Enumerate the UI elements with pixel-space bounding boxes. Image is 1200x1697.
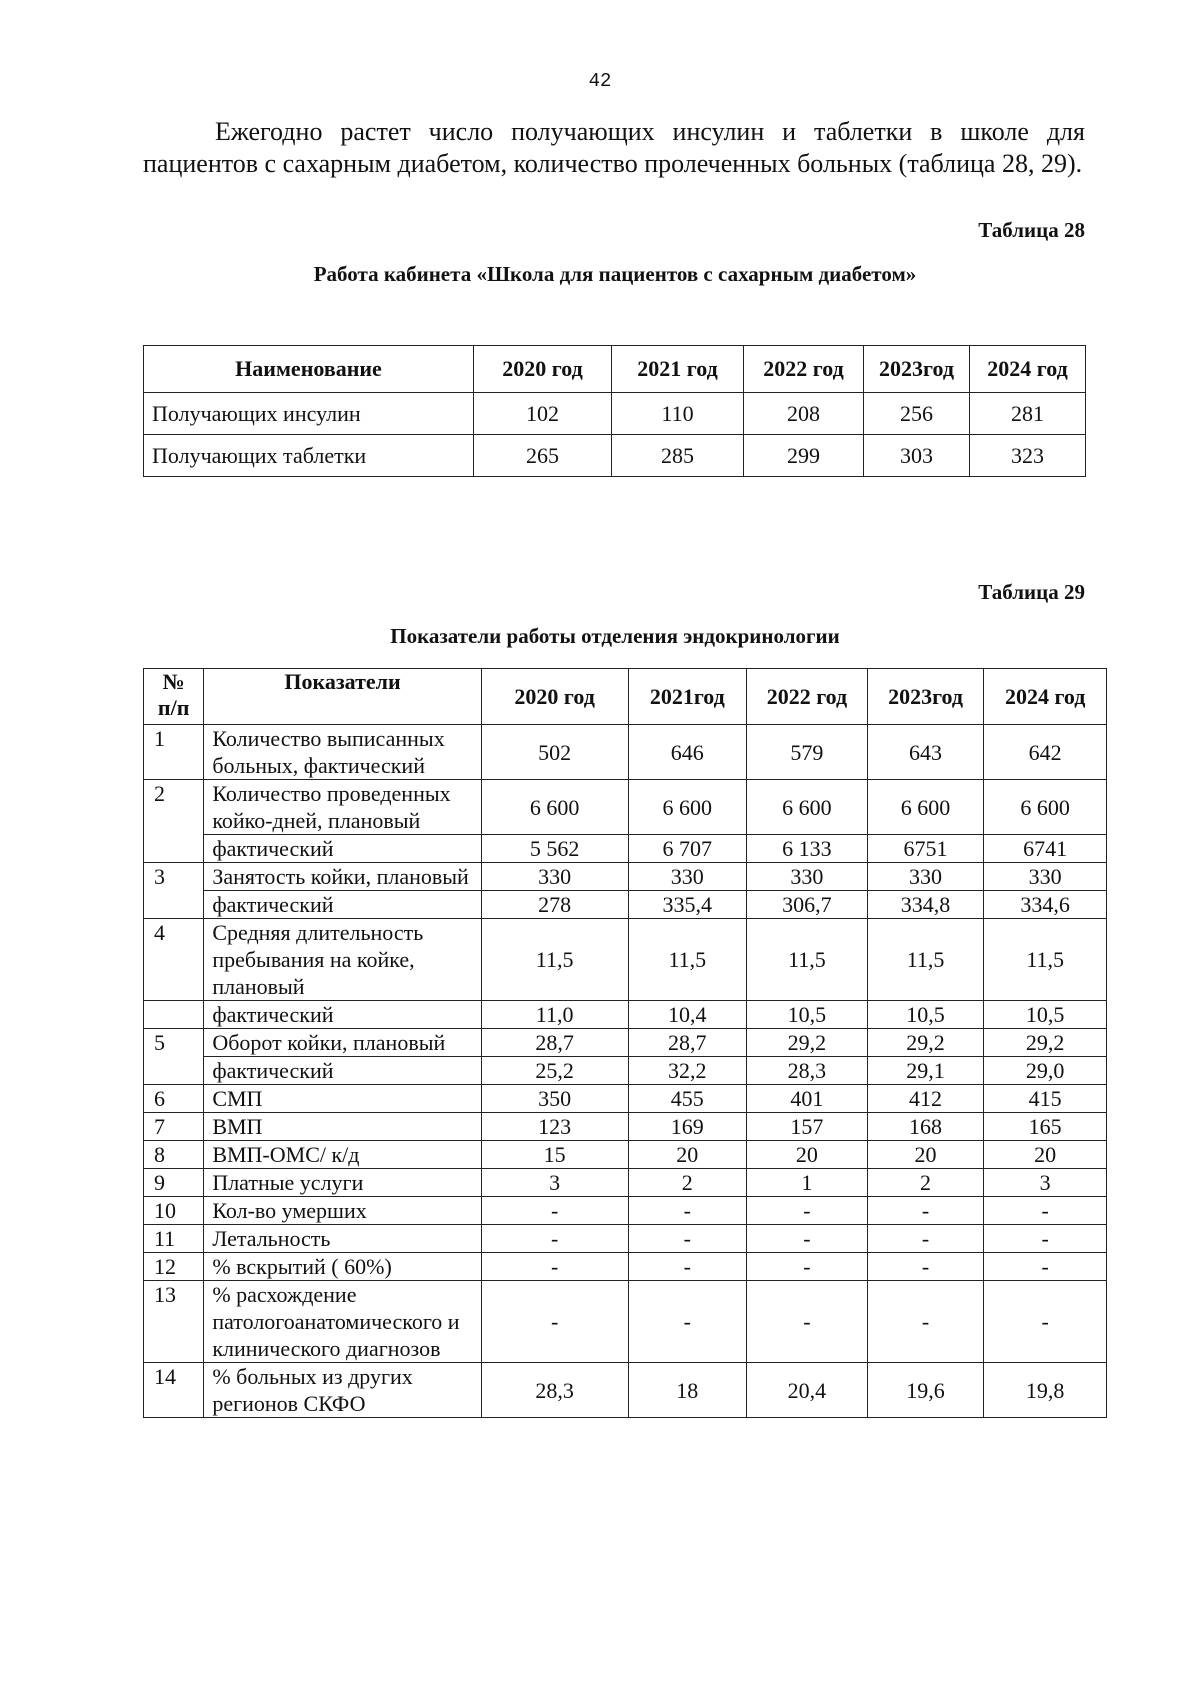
table-row bbox=[144, 863, 1107, 891]
table-29-body bbox=[144, 725, 1107, 1418]
table-29-title: Показатели работы отделения эндокринологии bbox=[390, 624, 840, 648]
table-row bbox=[144, 780, 1107, 835]
value-cell: 157 bbox=[747, 1113, 868, 1141]
value-cell: - bbox=[747, 1281, 868, 1363]
table-29-header-row bbox=[144, 669, 1107, 725]
value-cell: 29,2 bbox=[747, 1029, 868, 1057]
value-cell: - bbox=[867, 1225, 984, 1253]
value-cell: - bbox=[984, 1281, 1107, 1363]
table-cell: 285 bbox=[612, 435, 744, 477]
value-cell: 19,8 bbox=[984, 1363, 1107, 1418]
table-29-header-cell: 2024 год bbox=[984, 669, 1107, 725]
row-number-cell: 2 bbox=[144, 780, 204, 835]
table-row bbox=[144, 891, 1107, 919]
value-cell: 29,2 bbox=[867, 1029, 984, 1057]
row-number-cell: 7 bbox=[144, 1113, 204, 1141]
table-cell: 208 bbox=[744, 393, 864, 435]
value-cell: 330 bbox=[628, 863, 747, 891]
table-row bbox=[144, 1253, 1107, 1281]
value-cell: 20 bbox=[984, 1141, 1107, 1169]
value-cell: 10,5 bbox=[984, 1001, 1107, 1029]
value-cell: - bbox=[867, 1253, 984, 1281]
table-cell: Получающих таблетки bbox=[144, 435, 474, 477]
value-cell: 123 bbox=[481, 1113, 628, 1141]
indicator-name-cell: Оборот койки, плановый bbox=[204, 1029, 481, 1057]
indicator-name-cell: ВМП-ОМС/ к/д bbox=[204, 1141, 481, 1169]
value-cell: 350 bbox=[481, 1085, 628, 1113]
table-29-header-cell: 2023год bbox=[867, 669, 984, 725]
value-cell: 11,5 bbox=[628, 919, 747, 1001]
row-number-cell: 10 bbox=[144, 1197, 204, 1225]
row-number-cell: 6 bbox=[144, 1085, 204, 1113]
value-cell: 18 bbox=[628, 1363, 747, 1418]
table-row bbox=[144, 1197, 1107, 1225]
table-row bbox=[144, 1281, 1107, 1363]
table-cell: 303 bbox=[864, 435, 970, 477]
value-cell: 330 bbox=[867, 863, 984, 891]
row-number-cell bbox=[144, 891, 204, 919]
value-cell: - bbox=[628, 1197, 747, 1225]
table-row bbox=[144, 1029, 1107, 1057]
indicator-name-cell: СМП bbox=[204, 1085, 481, 1113]
table-28-header-row bbox=[144, 346, 1086, 393]
value-cell: 6 600 bbox=[747, 780, 868, 835]
value-cell: 32,2 bbox=[628, 1057, 747, 1085]
table-29-header-cell: № п/п bbox=[144, 669, 204, 725]
value-cell: 646 bbox=[628, 725, 747, 780]
value-cell: 19,6 bbox=[867, 1363, 984, 1418]
table-cell: 299 bbox=[744, 435, 864, 477]
value-cell: 330 bbox=[747, 863, 868, 891]
table-28-header-cell: Наименование bbox=[144, 346, 474, 393]
indicator-name-cell: Количество проведенных койко-дней, плановый bbox=[204, 780, 481, 835]
value-cell: - bbox=[867, 1197, 984, 1225]
value-cell: 502 bbox=[481, 725, 628, 780]
value-cell: 20,4 bbox=[747, 1363, 868, 1418]
value-cell: 29,0 bbox=[984, 1057, 1107, 1085]
value-cell: - bbox=[481, 1253, 628, 1281]
table-row bbox=[144, 1363, 1107, 1418]
table-row bbox=[144, 1169, 1107, 1197]
value-cell: 6 600 bbox=[867, 780, 984, 835]
value-cell: - bbox=[747, 1197, 868, 1225]
value-cell: 643 bbox=[867, 725, 984, 780]
value-cell: 169 bbox=[628, 1113, 747, 1141]
table-29-header-cell: 2022 год bbox=[747, 669, 868, 725]
value-cell: 335,4 bbox=[628, 891, 747, 919]
value-cell: 10,5 bbox=[747, 1001, 868, 1029]
table-28-header-cell: 2020 год bbox=[474, 346, 612, 393]
value-cell: 11,5 bbox=[481, 919, 628, 1001]
table-row bbox=[144, 1001, 1107, 1029]
row-number-cell: 9 bbox=[144, 1169, 204, 1197]
value-cell: 6 600 bbox=[984, 780, 1107, 835]
table-row bbox=[144, 725, 1107, 780]
intro-paragraph: Ежегодно растет число получающих инсулин и таблетки в школе для пациентов с сахарным диабетом, количество пролеченных больных (таблица 28, 29). bbox=[143, 117, 1085, 178]
value-cell: 5 562 bbox=[481, 835, 628, 863]
value-cell: 278 bbox=[481, 891, 628, 919]
value-cell: 3 bbox=[984, 1169, 1107, 1197]
value-cell: 15 bbox=[481, 1141, 628, 1169]
table-29 bbox=[143, 668, 1107, 1418]
value-cell: 10,5 bbox=[867, 1001, 984, 1029]
value-cell: 28,3 bbox=[747, 1057, 868, 1085]
table-28-title: Работа кабинета «Школа для пациентов с сахарным диабетом» bbox=[313, 262, 917, 286]
value-cell: - bbox=[628, 1253, 747, 1281]
value-cell: - bbox=[747, 1253, 868, 1281]
value-cell: 20 bbox=[628, 1141, 747, 1169]
table-29-header-cell: 2021год bbox=[628, 669, 747, 725]
value-cell: 28,3 bbox=[481, 1363, 628, 1418]
value-cell: 168 bbox=[867, 1113, 984, 1141]
value-cell: 330 bbox=[984, 863, 1107, 891]
indicator-name-cell: % больных из других регионов СКФО bbox=[204, 1363, 481, 1418]
value-cell: 415 bbox=[984, 1085, 1107, 1113]
table-cell: 256 bbox=[864, 393, 970, 435]
value-cell: 3 bbox=[481, 1169, 628, 1197]
value-cell: 10,4 bbox=[628, 1001, 747, 1029]
table-row bbox=[144, 1225, 1107, 1253]
value-cell: 28,7 bbox=[481, 1029, 628, 1057]
value-cell: 455 bbox=[628, 1085, 747, 1113]
row-number-cell: 3 bbox=[144, 863, 204, 891]
table-29-header-cell: Показатели bbox=[204, 669, 481, 725]
table-29-header-cell: 2020 год bbox=[481, 669, 628, 725]
table-cell: 281 bbox=[970, 393, 1086, 435]
value-cell: 6751 bbox=[867, 835, 984, 863]
table-28-header-cell: 2021 год bbox=[612, 346, 744, 393]
indicator-name-cell: Занятость койки, плановый bbox=[204, 863, 481, 891]
value-cell: - bbox=[628, 1225, 747, 1253]
value-cell: 28,7 bbox=[628, 1029, 747, 1057]
value-cell: 6 600 bbox=[481, 780, 628, 835]
value-cell: - bbox=[481, 1281, 628, 1363]
value-cell: 11,0 bbox=[481, 1001, 628, 1029]
indicator-name-cell: фактический bbox=[204, 1001, 481, 1029]
table-row bbox=[144, 435, 1086, 477]
value-cell: - bbox=[984, 1225, 1107, 1253]
value-cell: 412 bbox=[867, 1085, 984, 1113]
value-cell: 6741 bbox=[984, 835, 1107, 863]
table-row bbox=[144, 835, 1107, 863]
value-cell: 20 bbox=[867, 1141, 984, 1169]
indicator-name-cell: фактический bbox=[204, 835, 481, 863]
table-28-header-cell: 2022 год bbox=[744, 346, 864, 393]
value-cell: 334,8 bbox=[867, 891, 984, 919]
row-number-cell: 12 bbox=[144, 1253, 204, 1281]
value-cell: 20 bbox=[747, 1141, 868, 1169]
value-cell: 11,5 bbox=[867, 919, 984, 1001]
value-cell: 2 bbox=[628, 1169, 747, 1197]
table-cell: 265 bbox=[474, 435, 612, 477]
row-number-cell: 14 bbox=[144, 1363, 204, 1418]
page-number: 42 bbox=[588, 70, 612, 92]
row-number-cell: 1 bbox=[144, 725, 204, 780]
indicator-name-cell: фактический bbox=[204, 1057, 481, 1085]
value-cell: - bbox=[628, 1281, 747, 1363]
value-cell: 401 bbox=[747, 1085, 868, 1113]
table-row bbox=[144, 1141, 1107, 1169]
value-cell: 165 bbox=[984, 1113, 1107, 1141]
indicator-name-cell: Количество выписанных больных, фактический bbox=[204, 725, 481, 780]
indicator-name-cell: % вскрытий ( 60%) bbox=[204, 1253, 481, 1281]
indicator-name-cell: ВМП bbox=[204, 1113, 481, 1141]
table-cell: 102 bbox=[474, 393, 612, 435]
table-cell: 323 bbox=[970, 435, 1086, 477]
table-row bbox=[144, 1085, 1107, 1113]
indicator-name-cell: % расхождение патологоанатомического и клинического диагнозов bbox=[204, 1281, 481, 1363]
indicator-name-cell: Летальность bbox=[204, 1225, 481, 1253]
value-cell: 6 600 bbox=[628, 780, 747, 835]
value-cell: 579 bbox=[747, 725, 868, 780]
value-cell: - bbox=[984, 1197, 1107, 1225]
table-row bbox=[144, 393, 1086, 435]
value-cell: 11,5 bbox=[747, 919, 868, 1001]
value-cell: 6 707 bbox=[628, 835, 747, 863]
table-29-caption: Таблица 29 bbox=[978, 580, 1085, 604]
table-cell: 110 bbox=[612, 393, 744, 435]
indicator-name-cell: Средняя длительность пребывания на койке, плановый bbox=[204, 919, 481, 1001]
indicator-name-cell: Платные услуги bbox=[204, 1169, 481, 1197]
value-cell: - bbox=[481, 1225, 628, 1253]
value-cell: 2 bbox=[867, 1169, 984, 1197]
value-cell: 642 bbox=[984, 725, 1107, 780]
row-number-cell bbox=[144, 1057, 204, 1085]
row-number-cell bbox=[144, 1001, 204, 1029]
table-row bbox=[144, 1057, 1107, 1085]
value-cell: - bbox=[867, 1281, 984, 1363]
value-cell: 306,7 bbox=[747, 891, 868, 919]
value-cell: - bbox=[747, 1225, 868, 1253]
indicator-name-cell: фактический bbox=[204, 891, 481, 919]
row-number-cell: 13 bbox=[144, 1281, 204, 1363]
row-number-cell: 5 bbox=[144, 1029, 204, 1057]
value-cell: 1 bbox=[747, 1169, 868, 1197]
table-cell: Получающих инсулин bbox=[144, 393, 474, 435]
indicator-name-cell: Кол-во умерших bbox=[204, 1197, 481, 1225]
table-28-header-cell: 2024 год bbox=[970, 346, 1086, 393]
value-cell: 330 bbox=[481, 863, 628, 891]
table-28-header-cell: 2023год bbox=[864, 346, 970, 393]
table-row bbox=[144, 1113, 1107, 1141]
value-cell: 29,1 bbox=[867, 1057, 984, 1085]
value-cell: 334,6 bbox=[984, 891, 1107, 919]
row-number-cell bbox=[144, 835, 204, 863]
value-cell: 11,5 bbox=[984, 919, 1107, 1001]
row-number-cell: 4 bbox=[144, 919, 204, 1001]
table-row bbox=[144, 919, 1107, 1001]
table-28-caption: Таблица 28 bbox=[978, 218, 1085, 242]
value-cell: - bbox=[481, 1197, 628, 1225]
value-cell: 25,2 bbox=[481, 1057, 628, 1085]
table-28 bbox=[143, 345, 1086, 477]
value-cell: - bbox=[984, 1253, 1107, 1281]
value-cell: 29,2 bbox=[984, 1029, 1107, 1057]
row-number-cell: 11 bbox=[144, 1225, 204, 1253]
row-number-cell: 8 bbox=[144, 1141, 204, 1169]
value-cell: 6 133 bbox=[747, 835, 868, 863]
